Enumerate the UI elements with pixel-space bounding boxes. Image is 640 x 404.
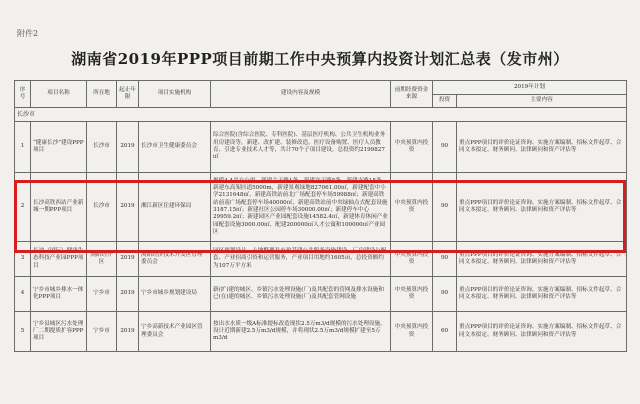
cell-main: 重点PPP项目的评价论证咨询、实施方案编制、招标文件起草、合同文本拟定、财务顾问、法律顾问和资产评估等 xyxy=(457,277,627,312)
cell-name: 宁乡县城区污水处理厂二期提质扩容PPP项目 xyxy=(31,312,87,352)
attachment-label: 附件2 xyxy=(17,29,39,38)
table-row xyxy=(15,312,627,352)
header-org: 项目实施机构 xyxy=(139,81,211,108)
cell-investment: 60 xyxy=(433,312,457,352)
cell-org: 长沙市卫生健康委员会 xyxy=(139,122,211,173)
cell-location: 长沙市 xyxy=(87,122,117,173)
header-start-year: 起止年限 xyxy=(117,81,139,108)
table-row-highlighted xyxy=(15,173,627,242)
cell-location: 宁乡市 xyxy=(87,312,117,352)
header-investment: 投资 xyxy=(433,95,457,108)
cell-content: 按出水水质一级A标准提标改造现状2.5万m3/d规模的污水处理设施，设计近期新建2.5万m3/d规模，并将现状2.5万m3/d规模扩建至5万m3/d xyxy=(211,312,391,352)
section-label: 长沙市 xyxy=(15,108,627,122)
cell-seq: 4 xyxy=(15,277,31,312)
cell-year: 2019 xyxy=(117,242,139,277)
cell-location: 浏阳经开区 xyxy=(87,242,117,277)
cell-location: 宁乡市 xyxy=(87,277,117,312)
table-header-row xyxy=(15,81,627,95)
cell-year: 2019 xyxy=(117,312,139,352)
cell-main: 重点PPP项目的评价论证咨询、实施方案编制、招标文件起草、合同文本拟定、财务顾问、法律顾问和资产评估等 xyxy=(457,173,627,242)
document-title: 湖南省2019年PPP项目前期工作中央预算内投资计划汇总表（发市州） xyxy=(71,50,569,68)
cell-year: 2019 xyxy=(117,122,139,173)
cell-main: 重点PPP项目的评价论证咨询、实施方案编制、招标文件起草、合同文本拟定、财务顾问、法律顾问和资产评估等 xyxy=(457,312,627,352)
cell-seq: 1 xyxy=(15,122,31,173)
cell-seq: 3 xyxy=(15,242,31,277)
investment-plan-table xyxy=(14,80,627,352)
cell-seq: 2 xyxy=(15,173,31,242)
cell-name: “健康长沙”建设PPP项目 xyxy=(31,122,87,173)
header-name: 项目名称 xyxy=(31,81,87,108)
cell-source: 中央预算内投资 xyxy=(391,173,433,242)
cell-org: 浏阳经济技术开发区管理委员会 xyxy=(139,242,211,277)
cell-org: 宁乡高新技术产业园区管理委员会 xyxy=(139,312,211,352)
cell-investment: 90 xyxy=(433,122,457,173)
header-location: 所在地 xyxy=(87,81,117,108)
cell-year: 2019 xyxy=(117,173,139,242)
cell-content: 综合医院(含综合医院、专科医院)、基层医疗机构、公共卫生机构业务用房建设等，新建、改扩建、装修改造、医疗设备购置、医疗人员教育、引进专业技术人才等，共计70个子项目建设，总投资约2199827㎡ xyxy=(211,122,391,173)
cell-source: 中央预算内投资 xyxy=(391,122,433,173)
cell-content: 规模4.4平方公里，新建主干路1条，新建次干路5条，新建支路15条，新建东高架匝道5000m，新建景观绿地827061.00㎡，新建配套中小学2131648㎡，新建高铁站前北广场配套停车场59988㎡；新建高铁站前南广场配套停车场40000㎡，新建高铁站前中央绿轴点式配套设施3187.15㎡；新建社区公园停车场30000.00㎡；新建停车中心29959.2㎡；新建园区产业园配套设施14582.4㎡，新建体育休闲产业园配套设施3000.00㎡，配建200000㎡人才公寓和100000㎡产业园区 xyxy=(211,173,391,242)
header-source: 前期经费资金来源 xyxy=(391,81,433,108)
table-row xyxy=(15,122,627,173)
section-row xyxy=(15,108,627,122)
cell-source: 中央预算内投资 xyxy=(391,312,433,352)
header-plan-group: 2019年计划 xyxy=(433,81,627,95)
table-row xyxy=(15,277,627,312)
cell-location: 长沙市 xyxy=(87,173,117,242)
cell-name: 长沙高铁西站产业新城一期PPP项目 xyxy=(31,173,87,242)
cell-investment: 90 xyxy=(433,173,457,242)
cell-org: 湘江新区住建环保局 xyxy=(139,173,211,242)
cell-name: 宁乡市城乡排水一体化PPP项目 xyxy=(31,277,87,312)
cell-content: 新(扩)建的城区、乡镇污水处理设施(厂)及其配套的管网及排水设施和已(在)建的城区、乡镇污水处理设施(厂)及其配套管网设施 xyxy=(211,277,391,312)
cell-investment: 90 xyxy=(433,242,457,277)
header-seq: 序号 xyxy=(15,81,31,108)
cell-investment: 90 xyxy=(433,277,457,312)
cell-content: 园区规划设计、土地整理及市政基建公共服务设施建设、厂房建设与配套、产业招商引资和运营服务，产业项目用地约1605亩，总投资额约为107万平方米 xyxy=(211,242,391,277)
cell-year: 2019 xyxy=(117,277,139,312)
cell-seq: 5 xyxy=(15,312,31,352)
cell-main: 重点PPP项目的评价论证咨询、实施方案编制、招标文件起草、合同文本拟定、财务顾问、法律顾问和资产评估等 xyxy=(457,122,627,173)
cell-main: 重点PPP项目的评价论证咨询、实施方案编制、招标文件起草、合同文本拟定、财务顾问、法律顾问和资产评估等 xyxy=(457,242,627,277)
cell-org: 宁乡市城乡规划建设局 xyxy=(139,277,211,312)
cell-source: 中央预算内投资 xyxy=(391,242,433,277)
cell-name: 长沙（国际）健康生态科技产业园PPP项目 xyxy=(31,242,87,277)
table-row xyxy=(15,242,627,277)
header-content: 建设内容及规模 xyxy=(211,81,391,108)
header-main-content: 主要内容 xyxy=(457,95,627,108)
cell-source: 中央预算内投资 xyxy=(391,277,433,312)
